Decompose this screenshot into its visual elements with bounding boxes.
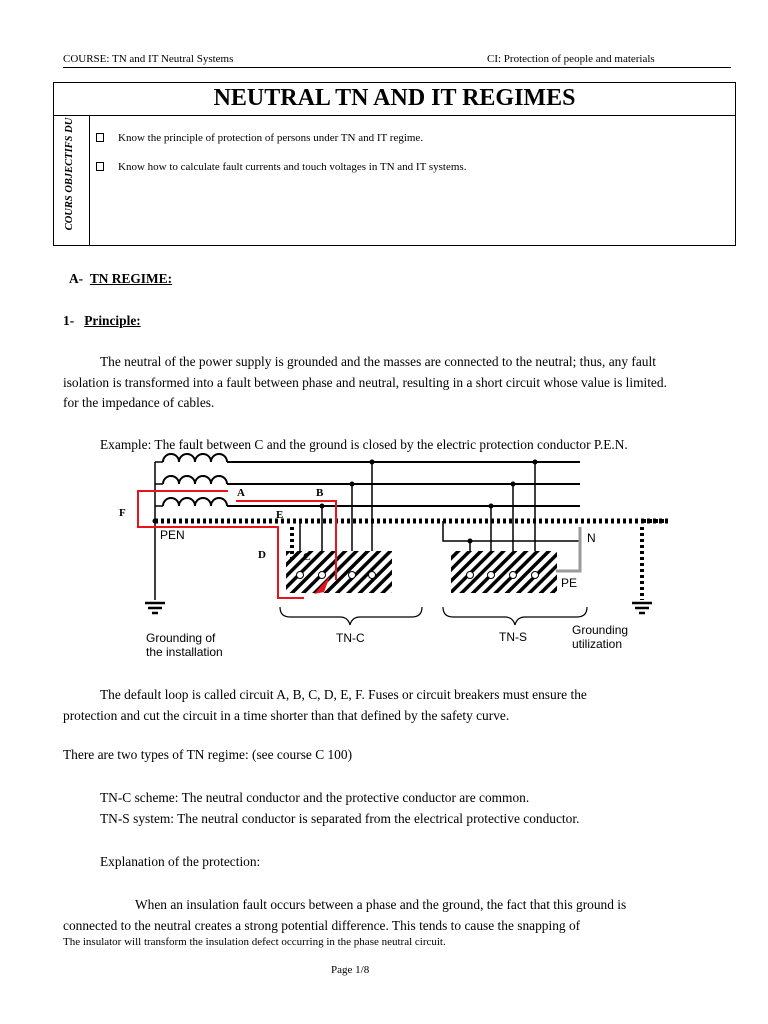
page-title: NEUTRAL TN AND IT REGIMES [54,83,735,116]
label-a: A [237,487,245,499]
pe-wire [556,527,580,571]
label-c: C [303,551,311,563]
braces [280,607,587,625]
principle-line-1: The neutral of the power supply is grounded and the masses are connected to the neutral; thus, any fault [100,354,656,369]
tns-load [451,551,557,593]
label-ground-install-2: the installation [146,645,223,659]
label-tns: TN-S [499,630,527,644]
header-rule [63,67,731,68]
checkbox-icon [96,133,104,142]
course-header: COURSE: TN and IT Neutral Systems [63,53,234,65]
label-e: E [276,509,284,521]
ci-header: CI: Protection of people and materials [487,53,655,65]
label-ground-util-2: utilization [572,637,623,651]
ground-symbol-icon [145,603,165,613]
when-line-2: connected to the neutral creates a strong potential difference. This tends to cause the snapping of [63,918,581,933]
principle-line-3: for the impedance of cables. [63,395,215,410]
objective-item: Know how to calculate fault currents and touch voltages in TN and IT systems. [96,161,466,173]
ground-symbol-icon [632,603,652,613]
section-1-heading: 1- Principle: [63,313,141,328]
loop-line-2: protection and cut the circuit in a time shorter than that defined by the safety curve. [63,708,510,723]
explanation-heading: Explanation of the protection: [100,854,261,869]
diagram-sans-labels [146,528,628,659]
label-ground-util-1: Grounding [572,623,629,637]
label-pen: PEN [160,528,185,542]
when-line-1: When an insulation fault occurs between a phase and the ground, the fact that this ground is [135,897,627,912]
label-n: N [587,531,596,545]
tnc-text: TN-C scheme: The neutral conductor and the protective conductor are common. [100,790,530,805]
page-number: Page 1/8 [331,964,370,976]
principle-line-2: isolation is transformed into a fault between phase and neutral, resulting in a short circuit whose value is limited. [63,375,667,390]
label-d: D [258,549,266,561]
when-line-3: The insulator will transform the insulation defect occurring in the phase neutral circuit. [63,936,446,948]
tn-regime-diagram [0,445,768,665]
tns-text: TN-S system: The neutral conductor is separated from the electrical protective conductor. [100,811,580,826]
label-pe: PE [561,576,578,590]
objectives-box [53,82,736,246]
checkbox-icon [96,162,104,171]
example-text: Example: The fault between C and the ground is closed by the electric protection conductor P.E.N. [100,437,628,452]
objectives-side-label: COURS OBJECTIFS DU [64,117,75,231]
label-b: B [316,487,324,499]
types-text: There are two types of TN regime: (see course C 100) [63,747,353,762]
phase-conductors [227,462,580,506]
label-tnc: TN-C [336,631,365,645]
objectives-side-column [54,116,90,245]
objective-item: Know the principle of protection of persons under TN and IT regime. [96,132,423,144]
loop-line-1: The default loop is called circuit A, B, C, D, E, F. Fuses or circuit breakers must ensure the [100,687,587,702]
label-f: F [119,507,126,519]
fault-loop-left [138,491,304,598]
section-a-heading: A- TN REGIME: [69,271,173,286]
label-ground-install-1: Grounding of [146,631,216,645]
